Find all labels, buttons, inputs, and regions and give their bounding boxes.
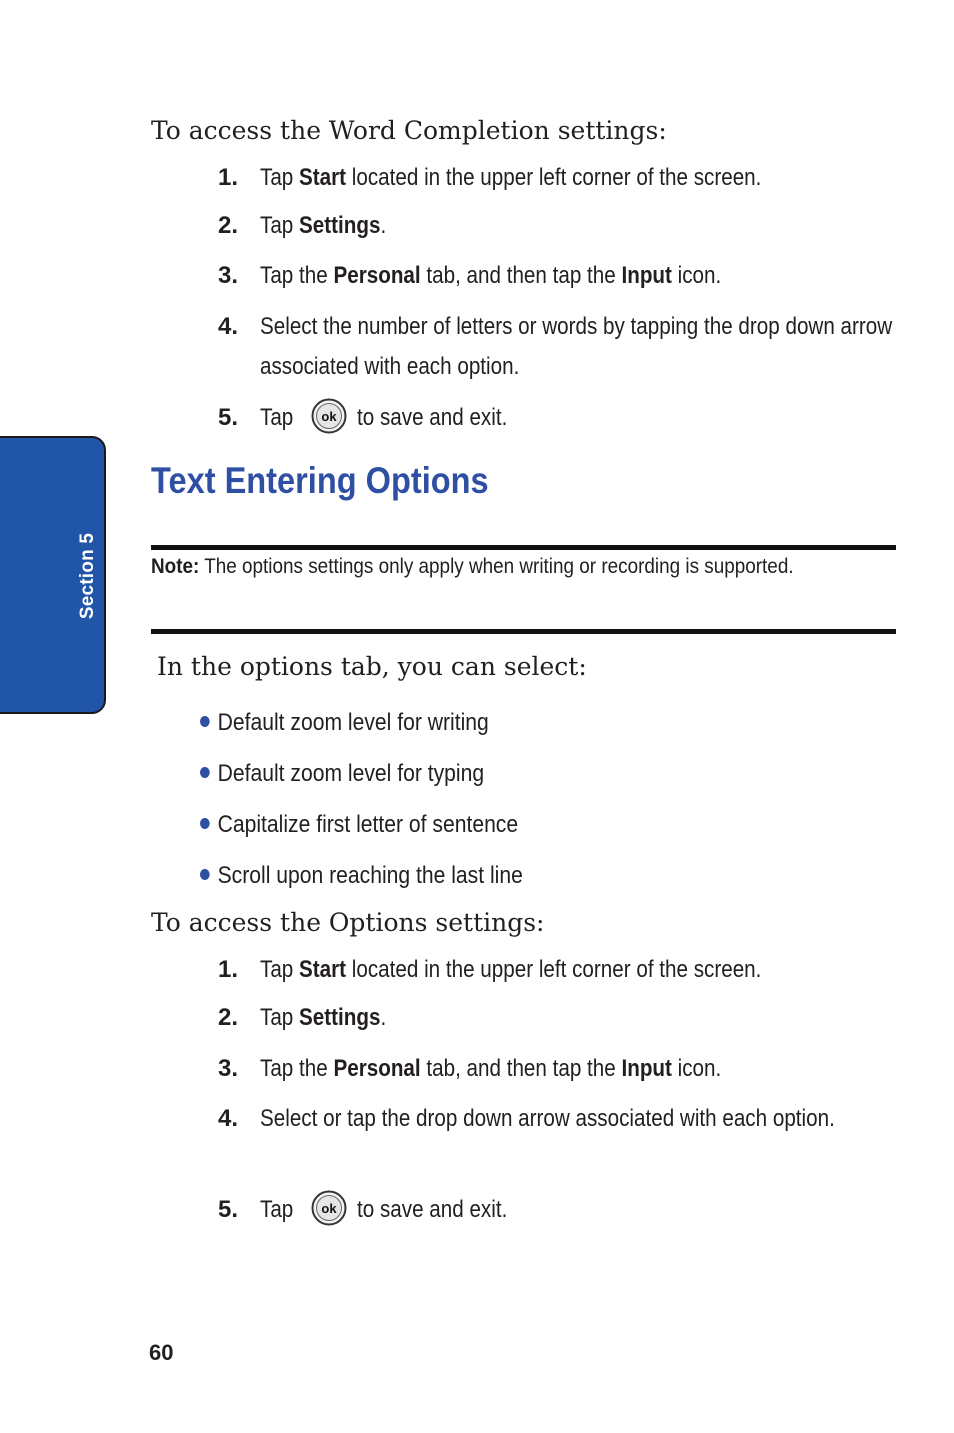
- bullet-icon: [200, 869, 210, 880]
- svg-text:ok: ok: [321, 408, 337, 424]
- options-settings-intro: To access the Options settings:: [151, 908, 545, 937]
- options-intro: In the options tab, you can select:: [157, 652, 587, 681]
- bullet-icon: [200, 716, 210, 727]
- list-item: Capitalize first letter of sentence: [200, 805, 523, 856]
- bullet-icon: [200, 818, 210, 829]
- section-tab-label: Section 5: [77, 532, 98, 620]
- list-item: Default zoom level for writing: [200, 703, 523, 754]
- note-top-rule: [151, 545, 896, 550]
- svg-text:ok: ok: [321, 1200, 337, 1216]
- word-completion-intro: To access the Word Completion settings:: [151, 116, 667, 145]
- options-list: [200, 703, 567, 907]
- note-text: The options settings only apply when writing or recording is supported.: [199, 555, 794, 578]
- list-item: Scroll upon reaching the last line: [200, 856, 523, 907]
- section-heading: Text Entering Options: [151, 460, 489, 501]
- note-bottom-rule: [151, 629, 896, 634]
- note-label: Note:: [151, 555, 200, 578]
- bullet-icon: [200, 767, 210, 778]
- list-item: Default zoom level for typing: [200, 754, 523, 805]
- ok-button-icon: [311, 1190, 347, 1226]
- page-number: 60: [149, 1340, 174, 1365]
- note: [151, 553, 822, 580]
- ok-button-icon: [311, 398, 347, 434]
